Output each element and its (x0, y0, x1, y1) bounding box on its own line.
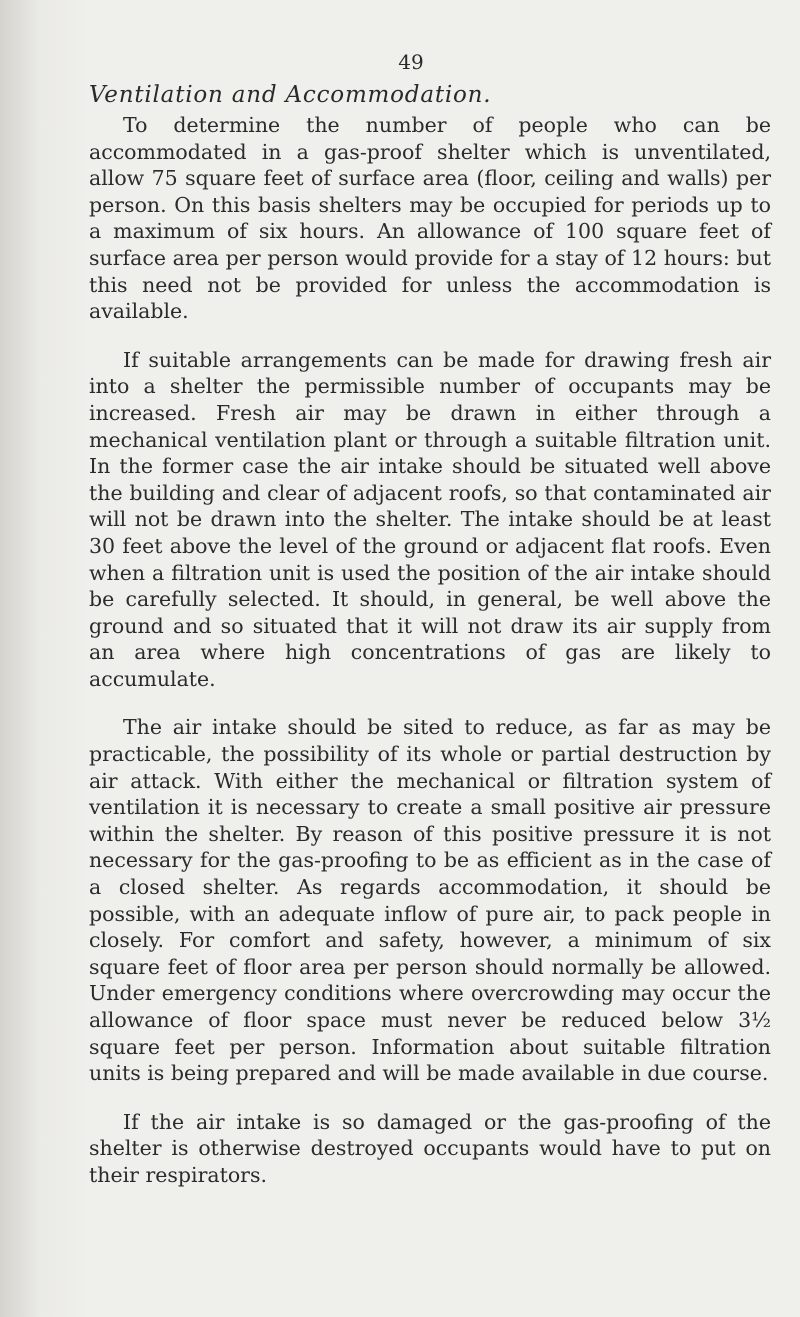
paragraph-2: If suitable arrangements can be made for drawing fresh air into a shelter the permissible number of occupants may be increased. Fresh air may be drawn in either through a mechanical ventilation plant or through a suitable filtration unit. In the former case the air intake should be situated well above the building and clear of adjacent roofs, so that contaminated air will not be drawn into the shelter. The intake should be at least 30 feet above the level of the ground or adjacent flat roofs. Even when a filtration unit is used the position of the air intake should be carefully selected. It should, in general, be well above the ground and so situated that it will not draw its air supply from an area where high concentrations of gas are likely to accumulate. (89, 347, 771, 691)
page-number: 49 (398, 50, 424, 74)
paragraph-4: If the air intake is so damaged or the gas-proofing of the shelter is otherwise destroyed occupants would have to put on their respirators. (89, 1109, 771, 1187)
section-heading: Ventilation and Accommodation. (89, 82, 492, 108)
paragraph-1: To determine the number of people who can be accommodated in a gas-proof shelter which is unventilated, allow 75 square feet of surface area (floor, ceiling and walls) per person. On this basis shelters may be occupied for periods up to a maximum of six hours. An allowance of 100 square feet of surface area per person would provide for a stay of 12 hours: but this need not be provided for unless the accommodation is available. (89, 113, 771, 324)
body-text (89, 112, 771, 1211)
paragraph-3: The air intake should be sited to reduce, as far as may be practicable, the possibility of its whole or partial destruction by air attack. With either the mechanical or filtration system of ventilation it is necessary to create a small positive air pressure within the shelter. By reason of this positive pressure it is not necessary for the gas-proofing to be as efficient as in the case of a closed shelter. As regards accommodation, it should be possible, with an adequate inflow of pure air, to pack people in closely. For comfort and safety, however, a minimum of six square feet of floor area per person should normally be allowed. Under emergency conditions where overcrowding may occur the allowance of floor space must never be reduced below 3½ square feet per person. Information about suitable filtration units is being prepared and will be made available in due course. (89, 715, 771, 1086)
